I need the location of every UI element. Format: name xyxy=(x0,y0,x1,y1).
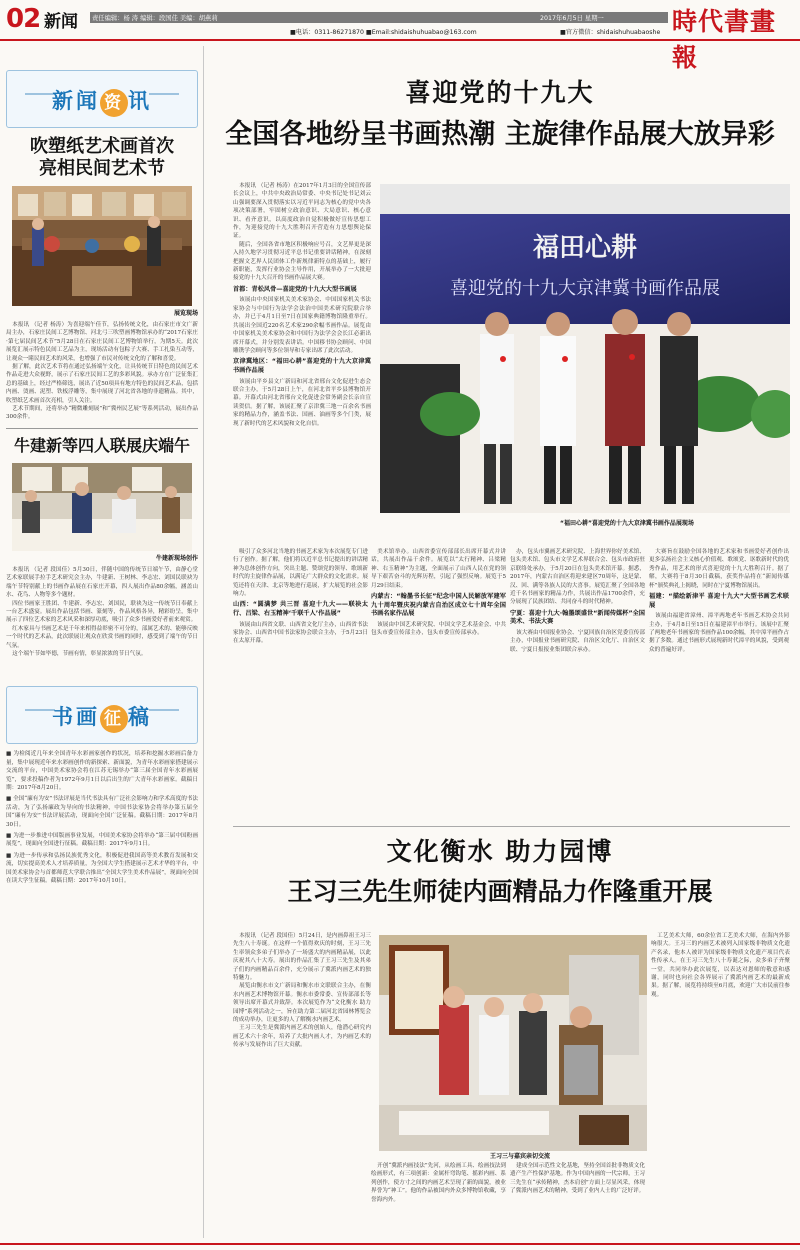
left-column xyxy=(6,70,198,888)
story-divider xyxy=(6,428,198,429)
news-box-title xyxy=(7,85,197,117)
story2-photo-caption: 牛建新现场创作 xyxy=(155,554,198,562)
story2-paragraph: 红木家具与书画艺术是千年来相得益彰密不可分的，部属艺术的、能够反映一个时代的艺术品，此次联展让观众在欣赏书画的同时，感受到了端午的节日气氛。 xyxy=(6,625,198,649)
article1-subhead: 京津冀地区：“福田心耕”喜迎党的十九大京津冀书画作品展 xyxy=(233,358,371,374)
article1-paragraph: 该展由山西省文联、山西省文化厅主办，山西省书法家协会、山西省中国书法家协会联合主办，于5月23日在太原开幕。 xyxy=(233,621,368,645)
story2-paragraph: 本报讯 （记者 段国佳）5月30日，伴随中国的传统节日端午节，由静心堂艺术家联展手拉手艺术研究会主办，牛建新、王树林、李志宏、刘国民联袂为端午节特别献上的书画作品展在石家庄开幕，四人展出作品80余幅，涵盖山水、花鸟、人物等多个题材。 xyxy=(6,566,198,599)
exhibit-photo-image xyxy=(12,186,192,306)
article1-paragraph: 本报讯 （记者 杨涛）在2017年1月3日的全国宣传部长会议上，中共中央政治局常委、中央书记处书记刘云山强调要深入贯彻落实以习近平同志为核心的党中央各项决策部署，牢固树立政治意识、大局意识、核心意识、看齐意识，以高度政治自觉积极做好宣传思想工作，为迎接党的十九大胜利召开营造有力思想舆论保证。 xyxy=(233,183,371,240)
article1-column-1 xyxy=(233,548,368,646)
article2-column-1 xyxy=(233,932,371,1050)
newspaper-logo: 時代書畫報 xyxy=(672,7,777,72)
call-stamp-icon: 征 xyxy=(100,705,128,733)
call-box-title xyxy=(7,701,197,733)
article1-subhead: 首都：青松风骨—喜迎党的十九大大型书画展 xyxy=(233,285,357,293)
story1-headline xyxy=(6,136,198,180)
story2-paragraph: 四位书画家王胜团、牛建新、李志宏、刘国民，联袂为这一传统节日奉献上一台艺术盛宴。展出作品包括书画、篆刻等，作品风格各异，精彩纷呈，集中展示了四位艺术家的艺术风采和深厚功底，吸引了众多书画爱好者前来观赏。 xyxy=(6,600,198,624)
call-list xyxy=(6,750,198,885)
article1-subhead: 山西：“圆满梦 共三晋 喜迎十九大——联袂太行、吕梁、右玉精神‘千联千人’作品展” xyxy=(233,601,368,618)
story1-paragraph: 本报讯 （记者 杨涛）为喜迎端午佳节，弘扬传统文化，由石家庄市文广新局主办，石家庄民间工艺博物馆、河北弓三吹塑画博物馆承办的“2017石家庄·第七届民间艺术节”5月28日在石家庄民间工艺博物馆举行，为期5天。此次展览汇展示特色民间工艺品为主，现场活动有包粽子大赛、手工扎染互动等，让观众一睹民间艺术的风采，也增强了市民对传统文化的了解和喜爱。 xyxy=(6,322,198,362)
article1-lead-column xyxy=(233,182,371,428)
article1-photo xyxy=(380,184,790,513)
news-box-header xyxy=(6,70,198,128)
banner-title: 福田心耕 xyxy=(532,233,638,263)
article1-paragraph: 吸引了众多河北当地的书画艺术家为本次展览专门进行了创作。据了解，他们将以近平总书记提出的讲话精神为总体创作方向，突出主题、赞颂党的领导、歌颂新时代的主旋律作品展，以满足广大群众的文化需求。展览还将在天津、北京等地进行巡展，扩大展览的社会影响力。 xyxy=(233,549,368,598)
news-stamp-icon: 资 xyxy=(100,89,128,117)
article2-paragraph: 王习三先生是冀派内画艺术的创始人，他潜心研究内画艺术六十余年，培养了大批内画人才，为内画艺术的传承与发展作出了巨大贡献。 xyxy=(233,1025,371,1049)
call-item: ■ 为进一步传承和弘扬民族优秀文化，积极促进我国高等美术教育发展和交流，切实提高美术人才培养质量，为全国大学生搭建展示艺术才华的平台，中国美术家协会与首都师范大学联合推出“全国大学生美术作品展”，现面向全国在读大学生征稿。截稿日期：2017年10月10日。 xyxy=(6,852,198,885)
story1-body xyxy=(6,321,198,422)
spacer xyxy=(6,658,198,686)
news-box-title-part2: 讯 xyxy=(128,88,152,113)
article2-paragraph: 展览由衡水市文广新局和衡水市文联联合主办，在衡水内画艺术博物馆开幕。衡水市委常委、宣传部部长等领导出席开幕式并致辞。本次展览作为“文化衡水 助力园博”系列活动之一，旨在助力第二届河北省园林博览会的成功举办，让更多的人了解衡水内画艺术。 xyxy=(233,983,371,1024)
exhibition-opening-photo xyxy=(380,184,790,513)
masthead xyxy=(0,0,800,72)
article1-photo-caption: “福田心耕”喜迎党的十九大京津冀书画作品展现场 xyxy=(560,520,694,527)
article2-column-4 xyxy=(651,932,790,999)
story2-headline: 牛建新等四人联展庆端午 xyxy=(13,435,190,455)
article2-photo-caption: 王习三与嘉宾亲切交流 xyxy=(490,1153,551,1160)
call-item: ■ 全国“廉有为安”书法评展是当代书法具有广泛社会影响力和学术高度的书法活动，为了弘扬廉政为导向的书法精神，中国书法家协会将举办第五届全国“廉有为安”书法评展活动，现面向全国广泛征稿。截稿日期：2017年8月30日。 xyxy=(6,796,198,828)
article1-column-4 xyxy=(649,548,789,654)
article1-subhead: 福建：“描绘新津平 喜迎十九大”大型书画艺术联展 xyxy=(649,593,789,609)
header-rule xyxy=(0,39,800,41)
story2-photo xyxy=(12,463,192,551)
footer-rule xyxy=(0,1243,800,1245)
story2-paragraph: 这个端午节如毕德，节画有情，彰显浓浓的节日气氛。 xyxy=(12,650,147,657)
column-divider xyxy=(203,46,204,1238)
news-box-title-part1: 新闻 xyxy=(52,88,100,113)
article2-paragraph: 开创“冀派内画技法”先河，从绘画工具、绘画技法到绘画形式，有三项创新：金属杆弯钩笔、摇彩内画、系列创作，使方寸之间的内画艺术呈现了新的面貌，被业界誉为“神工”。他的作品被国内外众多博物馆收藏，享誉海内外。 xyxy=(371,1163,506,1203)
article2-photo xyxy=(379,935,647,1151)
story1-photo xyxy=(12,186,192,306)
article2-paragraph: 建成全国示范性文化基地，坚持全国首批非物质文化遗产生产性保护基地。作为中国内画的一代宗师，王习三先生在“承传精神，杰本肩创”方面上尽显风采，体现了冀派内画艺术的精神，受到了业内人士的广泛好评。 xyxy=(510,1163,645,1195)
article1-subhead: 宁夏：喜迎十九大·翰墨颂盛世“新闻传媒杯”全国美术、书法大赛 xyxy=(510,609,645,626)
story1-paragraph: 据了解，此次艺术节将在通过弘扬端午文化，让具传统节日特色的民间艺术作品走进大众视野，展示了石家庄民间工艺的多彩风貌。承办方在广泛征集汇总的基础上，经过严格筛选，展出了近50项具有地方特色的民间艺术品，包括内画、烫画、泥塑、铁板浮雕等，集中展现了河北省各地的非遗精品。其中，吹塑纸艺术画首次亮相，引人关注。 xyxy=(6,364,198,404)
article1-paragraph: 该展由中央国家机关美术家协会、中国国家机关书法家协会与中国行为法学会法治中国美术研究院联合举办，并已于4月1日至7日在国家典籍博物馆隆重举行。共展出全国近220名艺术家290余幅书画作品。展览由中国家机关美术家协会和中国行为法学会会长江必新出席开幕式，并分别发表讲话。中国移书协会顾问、中国雕镌学会顾问等多位领导和专家出席了此次活动。 xyxy=(233,297,371,354)
banner-subtitle: 喜迎党的十九大京津冀书画作品展 xyxy=(450,278,720,299)
article1-paragraph: 美术馆举办。山西省委宣传部部长出席开幕式并讲话，共展出作品千余件。展览以“太行精神、吕梁精神、右玉精神”为主题，全面展示了山西人民在党的领导下艰苦奋斗的光辉历程，引起了强烈反响。展览于5月29日结束。 xyxy=(371,549,506,589)
article2-column-2 xyxy=(371,1162,506,1204)
article-divider xyxy=(233,826,790,827)
article1-paragraph: 大赛旨在鼓励全国各地的艺术家和书画爱好者创作出更多弘扬社会主义核心价值观、歌颂党、讴歌新时代的优秀作品，用艺术的形式喜迎党的十九大胜利召开。据了解，大赛将于8月30日截稿，获奖作品将在“新闻传媒杯”颁奖典礼上揭晓，同时在宁夏博物馆展出。 xyxy=(649,549,789,589)
article1-column-3 xyxy=(510,548,645,654)
story1-photo-caption: 展览现场 xyxy=(173,310,198,317)
editors-credit: 责任编辑：杨 涛 编辑：段国佳 美编：胡燕莉 xyxy=(92,15,218,22)
section-title: 新闻 xyxy=(44,12,78,32)
article2-headline-l2: 王习三先生师徒内画精品力作隆重开展 xyxy=(287,877,713,906)
call-box-title-part1: 书画 xyxy=(52,704,100,730)
gallery-visit-photo xyxy=(379,935,647,1151)
article1-headline-l1: 喜迎党的十九大 xyxy=(405,78,595,107)
issue-date: 2017年6月5日 星期一 xyxy=(540,15,604,22)
call-box-title-part2: 稿 xyxy=(128,704,152,730)
page-number: 02 xyxy=(6,4,41,34)
article1-headline-l2: 全国各地纷呈书画热潮 主旋律作品展大放异彩 xyxy=(225,119,775,150)
call-box-header xyxy=(6,686,198,744)
painting-demo-photo xyxy=(12,463,192,551)
article1-paragraph: 办，包头市翼画艺术研究院、上海世界你好美术馆、包头美术馆、包头市文学艺术界联合会、包头市政府驻京联络处承办，于5月20日在包头美术馆开幕。据悉，2017年，内蒙古自治区将迎来建区70周年，这是蒙、汉、回、满等各族人民的大喜事。展览汇聚了全国各地近千名书画家的精品力作，共展出作品1700余件，充分展现了民族团结、共同奋斗的时代精神。 xyxy=(510,549,645,606)
article1-subhead: 内蒙古：“翰墨书长征”纪念中国人民解放军建军九十周年暨庆祝内蒙古自治区成立七十周年全国书画名家作品展 xyxy=(371,593,506,618)
article2-paragraph: 工艺美术大师，60余位省工艺美术大师，在海内外影响很大。王习三的内画艺术被列入国家级非物质文化遗产名录，他本人被评为国家级非物质文化遗产项目代表性传承人。在王习三先生八十寿诞之际，众多弟子齐聚一堂，共同举办此次展览，以表达对恩师的敬意和感谢，同时也向社会各界展示了冀派内画艺术的最新成果。据了解，展览将持续至6月底，欢迎广大市民前往参观。 xyxy=(651,933,790,998)
article1-paragraph: 该展由中国艺术研究院、中国文学艺术基金会、中共包头市委宣传部主办，包头市委宣传部承办。 xyxy=(371,621,506,637)
story2-body xyxy=(6,566,198,658)
article1-paragraph: 该大赛由中国报业协会、宁夏回族自治区党委宣传部主办，中国报业书画研究院、自治区文化厅、自治区文联、宁夏日报报业集团联合承办。 xyxy=(510,630,645,653)
article1-paragraph: 随后，全国各省市地区积极响应号召，文艺界更是深入持久地学习贯彻习近平总书记重要讲话精神，在深刻把握文艺界人民团体工作新规律新特点的基础上，履行新职能，发挥行业协会主导作用，开展举办了一大批迎接党的十九大召开的书画作品展大赛。 xyxy=(233,241,371,282)
article2-paragraph: 本报讯 （记者 段国佳）5月24日，是内画鼻祖王习三先生八十寿诞。在这样一个值得欢庆的时刻，王习三先生率领众多弟子们举办了一场盛大的内画精品展，以此庆祝其八十大寿。展出的作品汇集了王习三先生及其弟子们的内画精品百余件，充分展示了冀派内画艺术的独特魅力。 xyxy=(233,933,371,982)
contact-info: ■电话：0311-86271870 ■Email:shidaishuhuabao@163.com xyxy=(290,29,477,36)
story1-headline-l1: 吹塑纸艺术画首次 xyxy=(30,136,174,157)
article2-column-3 xyxy=(510,1162,645,1196)
article1-paragraph: 该展由平乡县文广新局和河北省邢台文化促进生态会联合主办，于5月28日上午，在河北省平乡县博物馆开幕。开幕式由河北省邢台文化促进会常务副会长亲自宣读贺信。据了解，该展汇聚了京津冀三地一百余名书画家的精品力作，涵盖书法、国画、油画等多个门类，展现了新时代的艺术风貌和文化自信。 xyxy=(233,378,371,427)
call-item: ■ 为进一步推进中国版画事业发展，中国美术家协会将举办“第三届中国粉画展览”，现面向全国进行征稿。截稿日期：2017年9月1日。 xyxy=(6,833,198,848)
article1-paragraph: 该展由福建省漳州、漳平两地老年书画艺术协会共同主办，于4月8日至15日在福建漳平市举行。该展中汇聚了两地老年书画家的书画作品100余幅，其中漳平画作占据了多数。通过书画形式展现新时代漳平的风貌，受到观众的普遍好评。 xyxy=(649,613,789,653)
story1-headline-l2: 亮相民间艺术节 xyxy=(39,158,165,179)
article1-column-2 xyxy=(371,548,506,638)
call-item: ■ 为检阅近几年来全国青年水彩画家创作的状况，培养和挖掘水彩画后备力量，集中展现近年来水彩画创作的新探索、新面貌，为青年水彩画家搭建展示交流的平台，中国美术家协会将在江苏无锡举办“第三届全国青年水彩画展览”，要求投稿作者为1972年9月1日以后出生的广大青年水彩画家。截稿日期：2017年8月20日。 xyxy=(6,751,198,791)
wechat-info: ■官方微信：shidaishuhuabaoshe xyxy=(560,29,661,36)
story1-paragraph: 艺术节期间，还将举办“精微雕刻展”和“冀州民艺展”等系列活动，展出作品300余件。 xyxy=(6,406,198,421)
article2-headline-l1: 文化衡水 助力园博 xyxy=(386,837,614,866)
